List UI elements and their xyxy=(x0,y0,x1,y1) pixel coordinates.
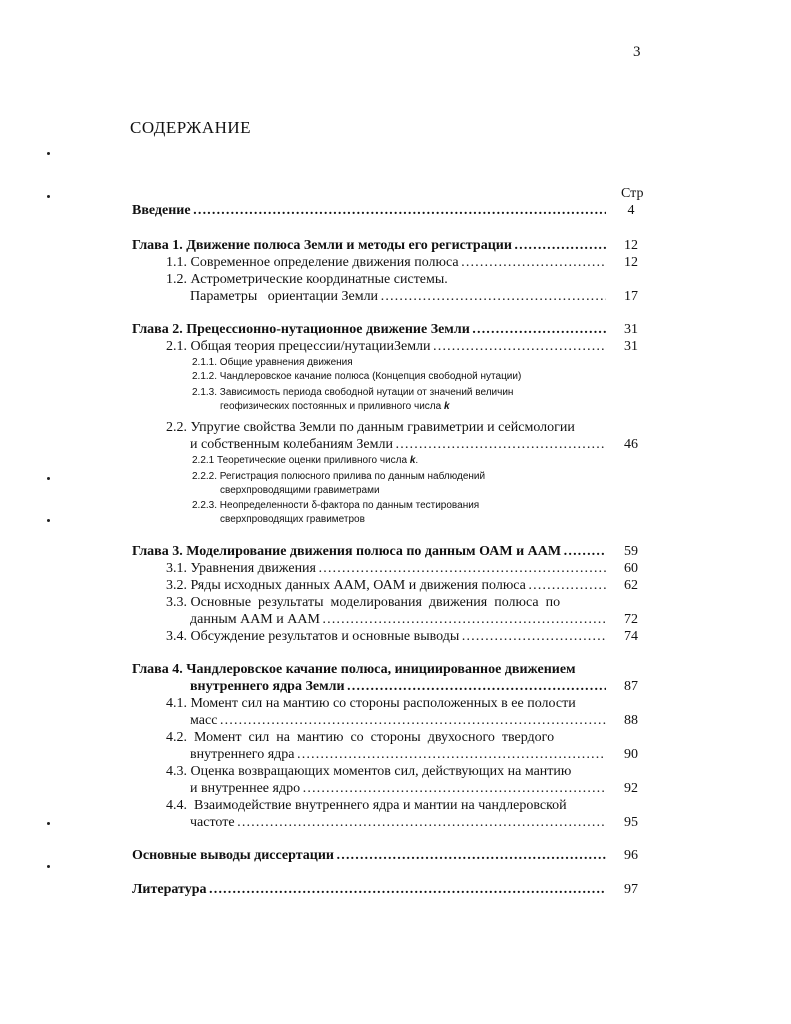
toc-page-number: 4 xyxy=(627,203,635,218)
toc-entry-section-2-1 xyxy=(166,339,608,355)
leader-dots xyxy=(395,437,606,453)
leader-dots xyxy=(219,713,606,729)
toc-entry-label: частоте xyxy=(190,815,235,830)
toc-entry-subsection-2-2-1 xyxy=(192,455,418,466)
symbol-k: k xyxy=(443,401,450,412)
toc-entry-label: Литература xyxy=(132,882,207,897)
toc-entry-label: Параметры ориентации Земли xyxy=(190,289,379,304)
toc-page-number: 72 xyxy=(624,612,638,627)
leader-dots xyxy=(472,322,606,338)
symbol-k: k xyxy=(409,455,416,466)
toc-page-number: 12 xyxy=(624,238,638,253)
toc-page-number: 62 xyxy=(624,578,638,593)
scan-speck xyxy=(47,519,50,522)
toc-entry-section-4-2: 4.2. Момент сил на мантию со стороны двухосного твердого xyxy=(166,730,555,745)
toc-entry-label: внутреннего ядра Земли xyxy=(190,679,345,694)
toc-entry-label: Введение xyxy=(132,203,191,218)
toc-page-number: 97 xyxy=(624,882,638,897)
page-title: СОДЕРЖАНИЕ xyxy=(130,118,252,137)
leader-dots xyxy=(209,882,607,898)
toc-page-number: 17 xyxy=(624,289,638,304)
leader-dots xyxy=(193,203,606,219)
toc-entry-label: 1.1. Современное определение движения полюса xyxy=(166,255,459,270)
toc-entry-label: 2.2.1 Теоретические оценки приливного числа xyxy=(192,455,410,466)
toc-entry-section-1-2: 1.2. Астрометрические координатные системы. xyxy=(166,272,448,287)
toc-entry-section-4-1-cont xyxy=(190,713,608,729)
toc-entry-subsection-2-1-3: 2.1.3. Зависимость периода свободной нутации от значений величин xyxy=(192,387,514,398)
punctuation: . xyxy=(415,455,419,466)
leader-dots xyxy=(528,578,606,594)
toc-entry-chapter-1 xyxy=(132,238,608,254)
scan-speck xyxy=(47,865,50,868)
toc-page-number: 46 xyxy=(624,437,638,452)
toc-page-number: 92 xyxy=(624,781,638,796)
toc-entry-section-1-1 xyxy=(166,255,608,271)
toc-entry-label: Основные выводы диссертации xyxy=(132,848,334,863)
toc-page-number: 60 xyxy=(624,561,638,576)
scan-speck xyxy=(47,822,50,825)
scan-speck xyxy=(47,152,50,155)
toc-entry-subsection-2-2-3: 2.2.3. Неопределенности δ-фактора по данным тестирования xyxy=(192,500,480,511)
leader-dots xyxy=(514,238,606,254)
toc-entry-chapter-4-cont xyxy=(190,679,608,695)
toc-entry-subsection-2-1-1: 2.1.1. Общие уравнения движения xyxy=(192,357,353,368)
toc-entry-section-4-4: 4.4. Взаимодействие внутреннего ядра и мантии на чандлеровской xyxy=(166,798,567,813)
toc-page-number: 74 xyxy=(624,629,638,644)
toc-entry-section-3-3-cont xyxy=(190,612,608,628)
toc-page-number: 31 xyxy=(624,339,638,354)
toc-entry-literature xyxy=(132,882,608,898)
leader-dots xyxy=(380,289,606,305)
leader-dots xyxy=(347,679,606,695)
leader-dots xyxy=(336,848,606,864)
toc-entry-label: 3.4. Обсуждение результатов и основные выводы xyxy=(166,629,460,644)
scan-speck xyxy=(47,477,50,480)
toc-entry-subsection-2-2-3-cont: сверхпроводящих гравиметров xyxy=(220,514,365,525)
toc-entry-label: Глава 1. Движение полюса Земли и методы его регистрации xyxy=(132,238,512,253)
toc-entry-subsection-2-2-2: 2.2.2. Регистрация полюсного прилива по данным наблюдений xyxy=(192,471,486,482)
toc-entry-chapter-2 xyxy=(132,322,608,338)
toc-entry-section-1-2-cont xyxy=(190,289,608,305)
toc-entry-subsection-2-2-2-cont: сверхпроводящими гравиметрами xyxy=(220,485,380,496)
toc-entry-label: геофизических постоянных и приливного числа xyxy=(220,401,444,412)
pages-column-header: Стр xyxy=(621,186,644,201)
leader-dots xyxy=(433,339,606,355)
toc-entry-label: внутреннего ядра xyxy=(190,747,295,762)
toc-entry-section-4-3-cont xyxy=(190,781,608,797)
leader-dots xyxy=(322,612,606,628)
toc-page-number: 31 xyxy=(624,322,638,337)
leader-dots xyxy=(237,815,606,831)
leader-dots xyxy=(461,629,606,645)
toc-entry-label: 3.2. Ряды исходных данных ААМ, ОАМ и движения полюса xyxy=(166,578,526,593)
toc-entry-label: масс xyxy=(190,713,218,728)
toc-entry-label: 3.1. Уравнения движения xyxy=(166,561,316,576)
toc-entry-label: 2.1. Общая теория прецессии/нутацииЗемли xyxy=(166,339,431,354)
toc-entry-section-3-1 xyxy=(166,561,608,577)
toc-entry-introduction xyxy=(132,203,608,219)
toc-page-number: 96 xyxy=(624,848,638,863)
leader-dots xyxy=(302,781,606,797)
toc-entry-section-4-1: 4.1. Момент сил на мантию со стороны расположенных в ее полости xyxy=(166,696,576,711)
toc-page-number: 87 xyxy=(624,679,638,694)
toc-entry-label: данным ААМ и ААМ xyxy=(190,612,320,627)
leader-dots xyxy=(563,544,606,560)
toc-entry-section-4-3: 4.3. Оценка возвращающих моментов сил, действующих на мантию xyxy=(166,764,572,779)
toc-entry-label: и собственным колебаниям Земли xyxy=(190,437,393,452)
toc-page-number: 59 xyxy=(624,544,638,559)
leader-dots xyxy=(461,255,606,271)
toc-entry-section-3-4 xyxy=(166,629,608,645)
toc-entry-section-3-2 xyxy=(166,578,608,594)
toc-entry-section-3-3: 3.3. Основные результаты моделирования движения полюса по xyxy=(166,595,561,610)
scan-speck xyxy=(47,195,50,198)
toc-entry-label: и внутреннее ядро xyxy=(190,781,301,796)
toc-page-number: 12 xyxy=(624,255,638,270)
toc-entry-label: Глава 2. Прецессионно-нутационное движение Земли xyxy=(132,322,470,337)
toc-entry-section-4-2-cont xyxy=(190,747,608,763)
toc-entry-label: Глава 3. Моделирование движения полюса по данным ОАМ и ААМ xyxy=(132,544,562,559)
toc-entry-conclusions xyxy=(132,848,608,864)
toc-page-number: 88 xyxy=(624,713,638,728)
leader-dots xyxy=(296,747,606,763)
toc-entry-subsection-2-1-3-cont xyxy=(220,401,450,412)
toc-entry-section-2-2-cont xyxy=(190,437,608,453)
page-number: 3 xyxy=(633,44,641,60)
toc-entry-subsection-2-1-2: 2.1.2. Чандлеровское качание полюса (Концепция свободной нутации) xyxy=(192,371,522,382)
toc-entry-chapter-3 xyxy=(132,544,608,560)
toc-entry-chapter-4: Глава 4. Чандлеровское качание полюса, инициированное движением xyxy=(132,662,576,677)
toc-entry-section-4-4-cont xyxy=(190,815,608,831)
toc-entry-section-2-2: 2.2. Упругие свойства Земли по данным гравиметрии и сейсмологии xyxy=(166,420,575,435)
toc-page-number: 90 xyxy=(624,747,638,762)
toc-page-number: 95 xyxy=(624,815,638,830)
leader-dots xyxy=(318,561,606,577)
